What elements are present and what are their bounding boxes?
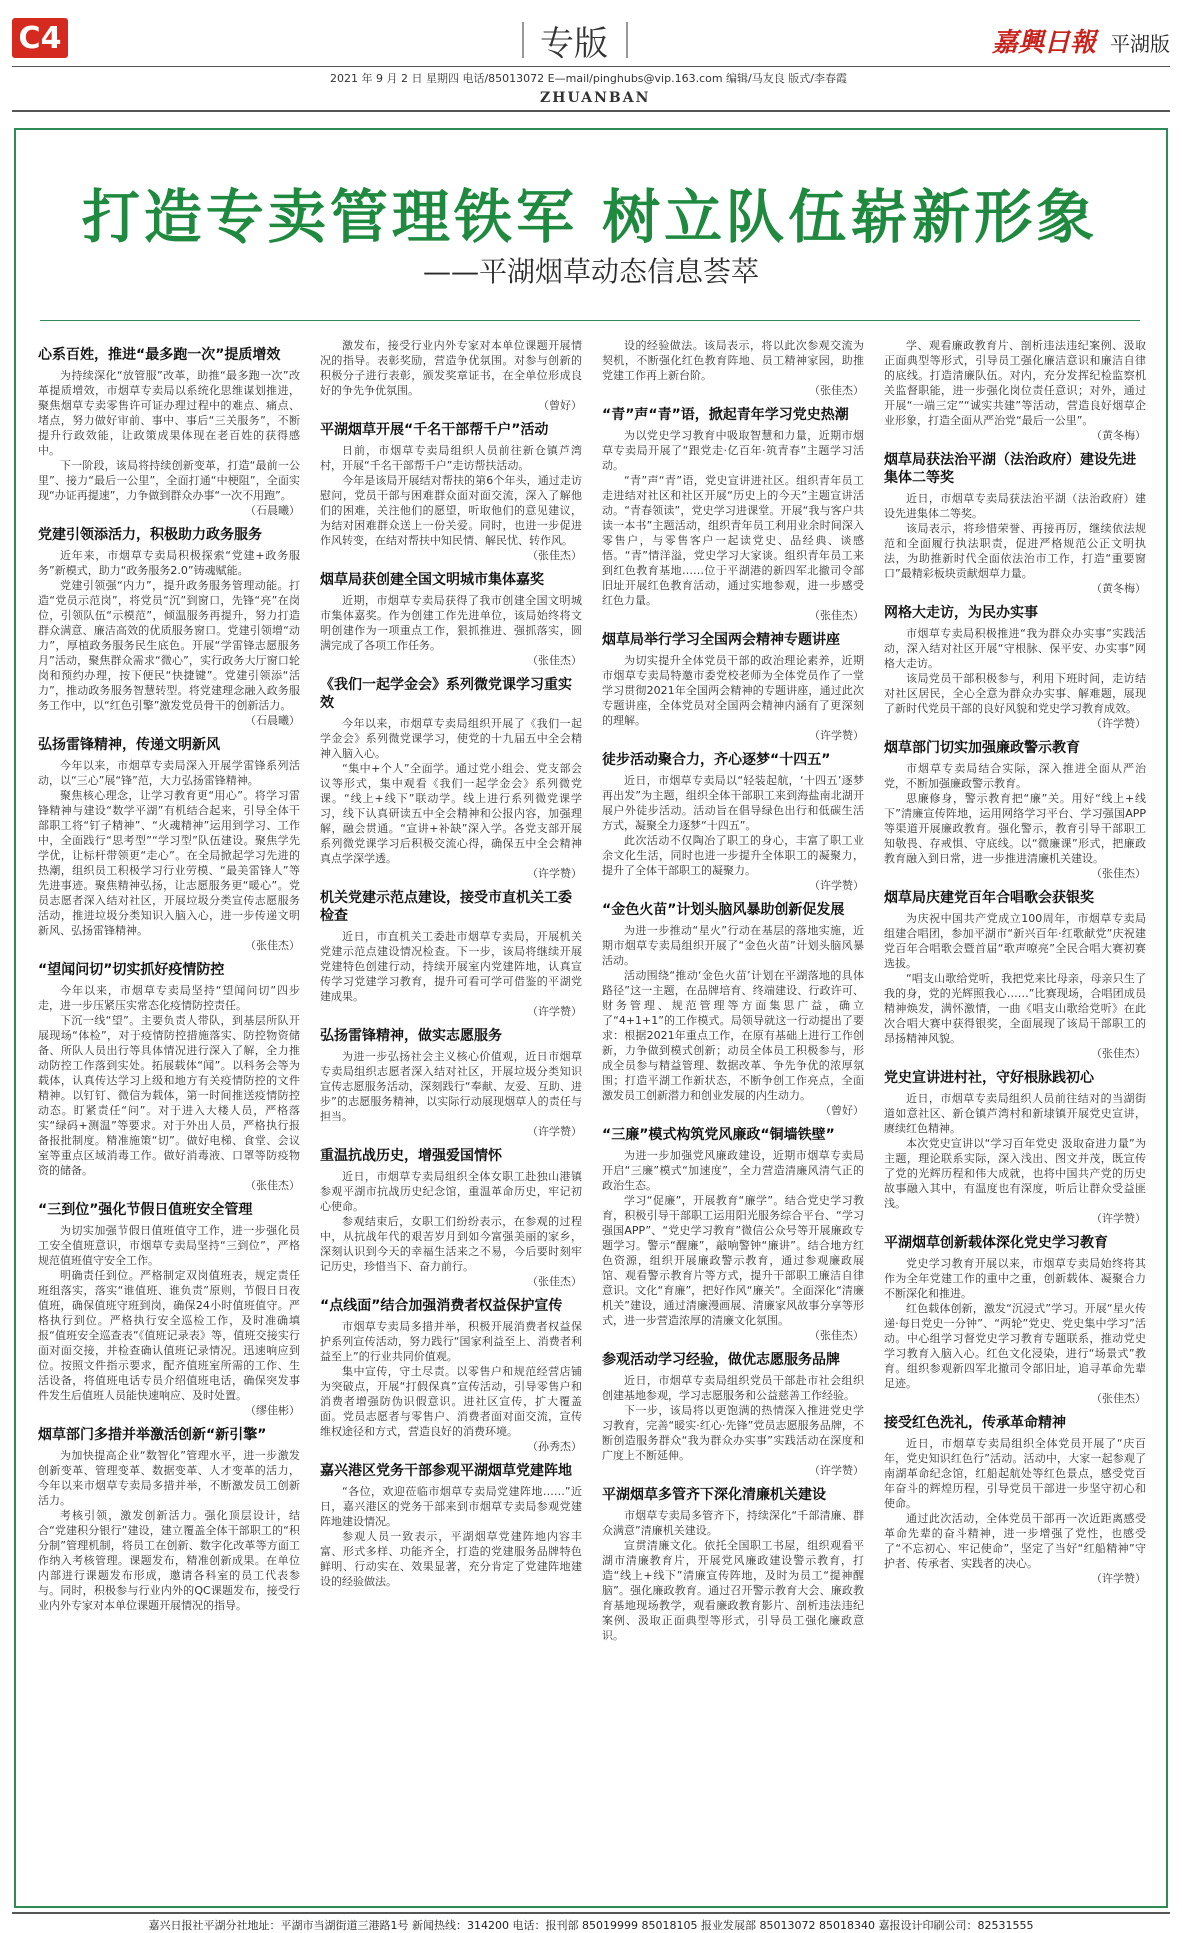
article-paragraph: 通过此次活动，全体党员干部再一次近距离感受革命先辈的奋斗精神，进一步增强了党性，也感受了“不忘初心、牢记使命”，坚定了当好“红船精神”守护者、传承者、实践者的决心。 (884, 1512, 1146, 1570)
article-paragraph: 下一阶段，该局将持续创新变革，打造“最前一公里”、接力“最后一公里”，全面打通“中梗阻”，全面实现“办证再提速”，力争做到群众办事“一次不用跑”。 (38, 459, 300, 502)
section-english: ZHUANBAN (540, 90, 651, 106)
article-paragraph: 考核引领，激发创新活力。强化顶层设计，结合“党建积分银行”建设，建立覆盖全体干部职工的“积分制”管理机制，将员工在创新、数字化改革等方面工作纳入考核管理。课题发布，精准创新成果。在单位内部进行课题发布形成，邀请各科室的员工代表参与。同时，积极参与行业内外的QC课题发布，接受行业内外专家对本单位课题开展情况的指导。 (38, 1509, 300, 1612)
date-line: 2021 年 9 月 2 日 星期四 电话/85013072 E—mail/pinghubs@vip.163.com 编辑/马友良 版式/李春霞 (330, 72, 847, 85)
article-paragraph: 党史学习教育开展以来，市烟草专卖局始终将其作为全年党建工作的重中之重，创新载体、凝聚合力不断深化和推进。 (884, 1257, 1146, 1300)
article-author: （孙秀杰） (527, 1440, 582, 1453)
article-title: 弘扬雷锋精神，传递文明新风 (38, 737, 220, 753)
article-paragraph: 该局表示，将珍惜荣誉、再接再厉，继续依法规范和全面履行执法职责，促进严格规范公正文明执法，为助推新时代全面依法治市工作，打造“重要窗口”最精彩板块贡献烟草力量。 (884, 522, 1146, 580)
article-paragraph: 红色载体创新，激发“沉浸式”学习。开展“星火传递·每日党史一分钟”、“两轮”党史、党史集中学习”活动。中心组学习督党史学习教育专题联系，推动党史学习教育入脑入心。红色文化浸染，进行“场景式”教育。组织参观新四军北撤司令部旧址，追寻革命先辈足迹。 (884, 1302, 1146, 1390)
article-author: （许学赞） (809, 879, 864, 892)
article (320, 1027, 582, 1139)
article-paragraph: 为以党史学习教育中吸取智慧和力量，近期市烟草专卖局开展了“跟党走·亿百年·筑青春”主题学习活动。 (602, 429, 864, 472)
article-author: （张佳杰） (527, 1275, 582, 1288)
article-title: “金色火苗”计划头脑风暴助创新促发展 (602, 902, 845, 918)
article-author: （许学赞） (809, 729, 864, 742)
article-author: （张佳杰） (1091, 1047, 1146, 1060)
article-title: 接受红色洗礼，传承革命精神 (884, 1415, 1066, 1431)
article-author: （许学赞） (1091, 717, 1146, 730)
article-title: 心系百姓，推进“最多跑一次”提质增效 (38, 347, 281, 363)
article (884, 604, 1146, 731)
section-title: 专版 (540, 24, 608, 64)
article-paragraph: 近日，市烟草专卖局组织全体女职工赴独山港镇参观平湖市抗战历史纪念馆，重温革命历史，牢记初心使命。 (320, 1170, 582, 1213)
article-paragraph: 近期，市烟草专卖局获得了我市创建全国文明城市集体嘉奖。作为创建工作先进单位，该局始终将文明创建作为一项重点工作，狠抓推进、强抓落实，圆满完成了各项工作任务。 (320, 594, 582, 652)
article-title: 党建引领添活力，积极助力政务服务 (38, 527, 262, 543)
article-title: 机关党建示范点建设，接受市直机关工委检查 (320, 890, 572, 924)
article-paragraph: 集中宣传，守土尽责。以零售户和规范经营店铺为突破点，开展“打假保真”宣传活动，引导零售户和消费者增强防伪识假意识。进社区宣传，扩大覆盖面。党员志愿者与零售户、消费者面对面交流，宣传维权途径和方式，营造良好的消费环境。 (320, 1365, 582, 1438)
article (602, 901, 864, 1118)
article-author: （张佳杰） (1091, 867, 1146, 880)
article-author: （张佳杰） (809, 1329, 864, 1342)
article-paragraph: “唱支山歌给党听，我把党来比母亲，母亲只生了我的身，党的光辉照我心……”比赛现场，合唱团成员精神焕发，满怀激情，一曲《唱支山歌给党听》在此次合唱大赛中获得银奖，全面展现了该局干部职工的昂扬精神风貌。 (884, 972, 1146, 1045)
article-author: （黄冬梅） (1091, 429, 1146, 442)
article-paragraph: 本次党史宣讲以“学习百年党史 汲取奋进力量”为主题，理论联系实际，深入浅出、图文并茂，既宣传了党的光辉历程和伟大成就，也将中国共产党的历史故事融入其中，有温度也有深度，听后让群众受益匪浅。 (884, 1137, 1146, 1210)
article (884, 1414, 1146, 1586)
article-paragraph: 参观人员一致表示，平湖烟草党建阵地内容丰富、形式多样、功能齐全，打造的党建服务品牌特色鲜明、行动实在、效果显著，充分肯定了党建阵地建设的经验做法。 (320, 1530, 582, 1588)
article-author: （石晨曦） (245, 714, 300, 727)
article-paragraph: 市烟草专卖局多措并举，积极开展消费者权益保护系列宣传活动，努力践行“国家利益至上、消费者利益至上”的行业共同价值观。 (320, 1320, 582, 1363)
article-paragraph: 为持续深化“放管服”改革，助推“最多跑一次”改革提质增效，市烟草专卖局以系统化思维谋划推进，聚焦烟草专卖零售许可证办理过程中的难点、痛点、堵点，努力做好审前、事中、事后“三关服务”，不断提升行政效能，让政策成果体现在老百姓的获得感中。 (38, 369, 300, 457)
sub-headline: ——平湖烟草动态信息荟萃 (422, 255, 759, 288)
article-paragraph: 市烟草专卖局多管齐下，持续深化“千部清廉、群众满意”清廉机关建设。 (602, 1509, 864, 1537)
article-title: 平湖烟草多管齐下深化清廉机关建设 (602, 1487, 826, 1503)
article-title: “望闻问切”切实抓好疫情防控 (38, 962, 225, 978)
article (38, 961, 300, 1193)
article-title: 《我们一起学金会》系列微党课学习重实效 (320, 677, 572, 711)
article-paragraph: 为加快提高企业“数智化”管理水平，进一步激发创新变革、管理变革、数据变革、人才变革的活力，今年以来市烟草专卖局多措并举，不断激发员工创新活力。 (38, 1449, 300, 1507)
header-rule (12, 66, 1170, 67)
article-paragraph: 下一步，该局将以更饱满的热情深入推进党史学习教育，完善“暖实·红心·先锋”党员志愿服务品牌，不断创造服务群众“我为群众办实事”实践活动在深度和广度上不断延伸。 (602, 1404, 864, 1462)
article-title: 平湖烟草创新载体深化党史学习教育 (884, 1235, 1108, 1251)
article-paragraph: 为切实提升全体党员干部的政治理论素养，近期市烟草专卖局特邀市委党校老师为全体党员作了一堂学习贯彻2021年全国两会精神的专题讲座，通过此次专题讲座，全体党员对全国两会精神内涵有了更深刻的理解。 (602, 654, 864, 727)
article-paragraph: “集中+个人”全面学。通过党小组会、党支部会议等形式，集中观看《我们一起学金会》系列微党课。“线上+线下”联动学。线上进行系列微党课学习，线下认真研读五中全会精神和公报内容，加强理解，融会贯通。“宣讲+补缺”深入学。各党支部开展系列微党课学习后积极交流心得，确保五中全会精神真点学深学透。 (320, 762, 582, 865)
footer: 嘉兴日报社平湖分社地址：平湖市当湖街道三港路1号 新闻热线：314200 电话：报刊部 85019999 85018105 报业发展部 85013072 85018340 嘉报设计印刷公司：82531555 (12, 1912, 1170, 1933)
article-paragraph: 近日，市烟草专卖局以“轻装起航，‘十四五’逐梦再出发”为主题，组织全体干部职工来到海盐南北湖开展户外徒步活动。活动旨在倡导绿色出行和低碳生活方式，凝聚全力逐梦“十四五”。 (602, 774, 864, 832)
article-paragraph: 党建引领强“内力”，提升政务服务管理动能。打造“党员示范岗”，将党员“沉”到窗口，先锋“亮”在岗位，引领队伍“示模范”，倾温服务再提升，努力打造群众满意、廉洁高效的优质服务窗口。党建引领增“动力”，厚植政务服务民生底色。开展“学雷锋志愿服务月”活动，聚焦群众需求“微心”，实行政务大厅窗口轮岗和预约办理，按下便民“快捷键”。党建引领添“活力”，推动政务服务智慧转型。将党建理念融入政务服务工作中，以“红色引擎”激发党员骨干的创新活力。 (38, 579, 300, 712)
article (38, 736, 300, 953)
article (602, 751, 864, 893)
article (884, 889, 1146, 1061)
article (602, 338, 864, 398)
article (602, 1351, 864, 1478)
article-title: 重温抗战历史，增强爱国情怀 (320, 1148, 502, 1164)
article-paragraph: 近日，市直机关工委赴市烟草专卖局，开展机关党建示范点建设情况检查。下一步，该局将继续开展党建特色创建行动，持续开展室内党建阵地，认真宣传学习党建学习教育，提升可看可学可借鉴的平湖党建成果。 (320, 930, 582, 1003)
article (884, 451, 1146, 596)
article-paragraph: 活动围绕“推动‘金色火苗’计划在平湖落地的具体路径”这一主题，在品牌培育、终端建设、行政许可、财务管理、规范管理等方面集思广益，确立了“4+1+1”的工作模式。局领导就这一行动提出了要求：根据2021年重点工作，在原有基础上进行工作创新，力争做到模式创新；动员全体员工积极参与，形成全员参与精益管理、数据改革、争先争优的浓厚氛围；打造平湖工作新状态，不断争创工作亮点，全面激发员工创新潜力和创业发展的内生动力。 (602, 969, 864, 1102)
article-title: “三到位”强化节假日值班安全管理 (38, 1202, 253, 1218)
article-paragraph: 参观结束后，女职工们纷纷表示，在参观的过程中，从抗战年代的艰苦岁月到如今富强美丽的家乡，深刻认识到今天的幸福生活来之不易，今后要时刻牢记历史，珍惜当下、奋力前行。 (320, 1215, 582, 1273)
column-2 (320, 338, 582, 1597)
article (602, 406, 864, 623)
article-paragraph: 近日，市烟草专卖局组织人员前往结对的当湖街道如意社区、新仓镇芦湾村和新埭镇开展党史宣讲，赓续红色精神。 (884, 1092, 1146, 1135)
article (320, 1147, 582, 1289)
article-paragraph: 该局党员干部积极参与，利用下班时间，走访结对社区居民，全心全意为群众办实事、解难题，展现了新时代党员干部的良好风貌和党史学习教育成效。 (884, 672, 1146, 715)
article-author: （张佳杰） (527, 549, 582, 562)
article (884, 338, 1146, 443)
article-author: （缪佳彬） (245, 1404, 300, 1417)
article-paragraph: 学习“促廉”，开展教育“廉学”。结合党史学习教育，积极引导干部职工运用阳光服务综合平台、“学习强国APP”、“党史学习教育”微信公众号等开展廉政专题学习。警示“醒廉”，敲响警钟“廉讲”。结合地方红色资源，组织开展廉政警示教育，通过参观廉政展馆、观看警示教育片等方式，提升干部职工廉洁自律意识。文化“育廉”，把好作风“廉关”。全面深化“清廉机关”建设，通过清廉漫画展、清廉家风故事分享等形式，进一步营造浓厚的清廉文化氛围。 (602, 1194, 864, 1327)
article (320, 676, 582, 881)
article-title: 烟草部门切实加强廉政警示教育 (884, 740, 1080, 756)
article-paragraph: 此次活动不仅陶冶了职工的身心，丰富了职工业余文化生活，同时也进一步提升全体职工的凝聚力，提升了全体干部职工的凝聚力。 (602, 834, 864, 877)
article-author: （张佳杰） (245, 939, 300, 952)
column-4 (884, 338, 1146, 1594)
article-author: （许学赞） (527, 1125, 582, 1138)
article-title: 烟草局获创建全国文明城市集体嘉奖 (320, 572, 544, 588)
article-author: （许学赞） (809, 1464, 864, 1477)
page-number-badge: C4 (12, 18, 68, 58)
article-paragraph: 为切实加强节假日值班值守工作，进一步强化员工安全值班意识，市烟草专卖局坚持“三到位”，严格规范值班值守安全工作。 (38, 1224, 300, 1267)
article-author: （黄冬梅） (1091, 582, 1146, 595)
article-title: “点线面”结合加强消费者权益保护宣传 (320, 1298, 563, 1314)
article (38, 346, 300, 518)
article (320, 1297, 582, 1454)
article-paragraph: 近日，市烟草专卖局组织党员干部赴市社会组织创建基地参观，学习志愿服务和公益慈善工作经验。 (602, 1374, 864, 1402)
article-paragraph: “各位，欢迎莅临市烟草专卖局党建阵地……”近日，嘉兴港区的党务干部来到市烟草专卖局参观党建阵地建设情况。 (320, 1485, 582, 1528)
article-author: （张佳杰） (1091, 1392, 1146, 1405)
article-paragraph: 明确责任到位。严格制定双岗值班表，规定责任班组落实，落实“谁值班、谁负责”原则，节假日日夜值班，确保值班守班到岗，确保24小时值班值守。严格执行到位。严格执行安全巡检工作，及时准确填报“值班安全巡查表”《值班记录表》等，值班交接实行面对面交接，并检查确认值班记录情况。迅速响应到位。按照文件指示要求，配齐值班室所需的工作、生活设备，将值班电话专员介绍值班电话，确保突发事件发生后值班人员能快速响应、及时处置。 (38, 1269, 300, 1402)
article-title: 烟草局举行学习全国两会精神专题讲座 (602, 632, 840, 648)
article (320, 571, 582, 668)
divider (522, 22, 524, 58)
article-author: （张佳杰） (527, 654, 582, 667)
article-title: 平湖烟草开展“千名干部帮千户”活动 (320, 422, 549, 438)
article (320, 421, 582, 563)
article (602, 1126, 864, 1343)
article-paragraph: 为进一步加强党风廉政建设，近期市烟草专卖局开启“三廉”模式“加速度”，全力营造清廉风清气正的政治生态。 (602, 1149, 864, 1192)
article-paragraph: 学、观看廉政教育片、剖析违法违纪案例、汲取正面典型等形式，引导员工强化廉洁意识和廉洁自律的底线。打造清廉队伍。对内，充分发挥纪检监察机关监督职能，进一步强化岗位责任意识；对外，通过开展“一端三定”“诚实共建”等活动，营造良好烟草企业形象，打造全面从严治党“最后一公里”。 (884, 339, 1146, 427)
column-3 (602, 338, 864, 1651)
article (320, 338, 582, 413)
article-author: （石晨曦） (245, 504, 300, 517)
header-rule (12, 110, 1170, 112)
headline-rule (40, 320, 1140, 321)
article (884, 1069, 1146, 1226)
article-author: （许学赞） (527, 1005, 582, 1018)
article-paragraph: 近日，市烟草专卖局获法治平湖（法治政府）建设先进集体二等奖。 (884, 492, 1146, 520)
article-title: 党史宣讲进村社，守好根脉践初心 (884, 1070, 1094, 1086)
article-paragraph: 今年以来，市烟草专卖局组织开展了《我们一起学金会》系列微党课学习，使党的十九届五中全会精神入脑入心。 (320, 717, 582, 760)
article-paragraph: 为进一步推动“星火”行动在基层的落地实施，近期市烟草专卖局组织开展了“金色火苗”计划头脑风暴活动。 (602, 924, 864, 967)
article-title: “三廉”模式构筑党风廉政“铜墙铁壁” (602, 1127, 835, 1143)
article-author: （许学赞） (1091, 1572, 1146, 1585)
article-paragraph: 今年以来，市烟草专卖局深入开展学雷锋系列活动，以“三心”展“锋”范，大力弘扬雷锋精神。 (38, 759, 300, 787)
article (320, 1462, 582, 1589)
article-author: （曾好） (820, 1104, 864, 1117)
article-paragraph: 下沉一线“望”。主要负责人带队，到基层所队开展现场“体检”，对于疫情防控措施落实、防控物资储备、所队人员出行等具体情况进行深入了解，全力推动防控工作落到实处。拓展载体“闻”。以科务会等为载体，认真传达学习上级和地方有关疫情防控的文件精神。以钉钉、微信为载体，第一时间推送疫情防控动态。盯紧责任“问”。对于进入大楼人员，严格落实“绿码+测温”等要求。对于外出人员，严格执行报备报批制度。精准施策“切”。做好电梯、食堂、会议室等重点区域消毒工作。做好消毒液、口罩等防疫物资的储备。 (38, 1014, 300, 1177)
article (884, 1234, 1146, 1406)
article (320, 889, 582, 1019)
article-paragraph: 为庆祝中国共产党成立100周年，市烟草专卖局组建合唱团，参加平湖市“新兴百年·红歌献党”庆祝建党百年合唱歌会暨首届“歌声嘹亮”全民合唱大赛初赛选拔。 (884, 912, 1146, 970)
article (38, 1201, 300, 1418)
edition-label: 平湖版 (1110, 32, 1170, 56)
article-paragraph: 市烟草专卖局积极推进“我为群众办实事”实践活动，深入结对社区开展“守根脉、保平安、办实事”网格大走访。 (884, 627, 1146, 670)
article-author: （曾好） (538, 399, 582, 412)
article-paragraph: 设的经验做法。该局表示，将以此次参观交流为契机，不断强化红色教育阵地、员工精神家园，助推党建工作再上新台阶。 (602, 339, 864, 382)
article-title: 弘扬雷锋精神，做实志愿服务 (320, 1028, 502, 1044)
article (38, 526, 300, 728)
article (602, 1486, 864, 1643)
article-paragraph: “青”声“青”语，党史宣讲进社区。组织青年员工走进结对社区和社区开展“历史上的今天”主题宣讲活动。“青春领读”，党史学习进课堂。开展“我与客户共读一本书”主题活动，组织青年员工利用业余时间深入零售户，与零售客户一起读党史、品经典、谈感悟。“青”情洋溢，党史学习大家谈。组织青年员工来到红色教育基地……位于平湖港的新四军北撤司令部旧址开展红色教育活动，通过实地参观，进一步感受红色力量。 (602, 474, 864, 607)
article-author: （张佳杰） (245, 1179, 300, 1192)
article-title: 烟草局庆建党百年合唱歌会获银奖 (884, 890, 1094, 906)
divider (626, 22, 628, 58)
article (38, 1426, 300, 1613)
article-title: “青”声“青”语，掀起青年学习党史热潮 (602, 407, 849, 423)
article-paragraph: 为进一步弘扬社会主义核心价值观，近日市烟草专卖局组织志愿者深入结对社区，开展垃圾分类知识宣传志愿服务活动，深刻践行“奉献、友爱、互助、进步”的志愿服务精神，以实际行动展现烟草人的责任与担当。 (320, 1050, 582, 1123)
article-paragraph: 思廉修身，警示教育把“廉”关。用好“线上+线下”清廉宣传阵地，运用网络学习平台、学习强国APP等渠道开展廉政教育。强化警示，教育引导干部职工知敬畏、存戒惧、守底线。以“微廉课”形式，把廉政教育融入到日常，进一步推进清廉机关建设。 (884, 792, 1146, 865)
article (884, 739, 1146, 881)
article-paragraph: 日前，市烟草专卖局组织人员前往新仓镇芦湾村，开展“千名干部帮千户”走访帮扶活动。 (320, 444, 582, 472)
article-paragraph: 市烟草专卖局结合实际，深入推进全面从严治党，不断加强廉政警示教育。 (884, 762, 1146, 790)
article (602, 631, 864, 743)
article-title: 网格大走访，为民办实事 (884, 605, 1038, 621)
article-paragraph: 聚焦核心理念，让学习教育更“用心”。将学习雷锋精神与建设“数学平湖”有机结合起来，引导全体干部职工将“钉子精神”、“火魂精神”运用到学习、工作中，全面践行“思考型”“学习型”队伍建设。聚焦学先学优，让标杆带领更“走心”。在全局掀起学习先进的热潮，组织员工积极学习行业劳模、“最美雷锋人”等先进事迹。聚焦精神弘扬，让志愿服务更“暖心”。党员志愿者深入结对社区，开展垃圾分类宣传志愿服务活动，推进垃圾分类知识入脑入心，进一步传递文明新风、弘扬雷锋精神。 (38, 789, 300, 937)
article-paragraph: 近日，市烟草专卖局组织全体党员开展了“庆百年，党史知识红色行”活动。活动中，大家一起参观了南湖革命纪念馆，红船起航处等红色景点，感受党百年奋斗的辉煌历程，引导党员干部进一步坚守初心和使命。 (884, 1437, 1146, 1510)
newspaper-logo: 嘉興日報 (991, 28, 1096, 58)
article-title: 徒步活动聚合力，齐心逐梦“十四五” (602, 752, 831, 768)
article-author: （许学赞） (1091, 1212, 1146, 1225)
article-paragraph: 宣贯清廉文化。依托全国职工书屋，组织观看平湖市清廉教育片，开展党风廉政建设警示教育，打造“线上+线下”清廉宣传阵地，及时为员工“提神醒脑”。强化廉政教育。通过召开警示教育大会、廉政教育基地现场教学，观看廉政教育影片、剖析违法违纪案例、汲取正面典型等形式，引导员工强化廉政意识。 (602, 1539, 864, 1642)
main-headline: 打造专卖管理铁军 树立队伍崭新形象 (81, 183, 1099, 251)
article-author: （张佳杰） (809, 609, 864, 622)
article-title: 烟草部门多措并举激活创新“新引擎” (38, 1427, 267, 1443)
article-author: （许学赞） (527, 867, 582, 880)
article-paragraph: 激发布，接受行业内外专家对本单位课题开展情况的指导。表彰奖励，营造争优氛围。对参与创新的积极分子进行表彰，颁发奖章证书，在全单位形成良好的争先争优氛围。 (320, 339, 582, 397)
article-paragraph: 今年是该局开展结对帮扶的第6个年头，通过走访慰问，党员干部与困难群众面对面交流，深入了解他们的困难，关注他们的愿望，听取他们的意见建议，为结对困难群众送上一份关爱。同时，也进一步促进作风转变，在结对帮扶中知民情、解民忧、转作风。 (320, 474, 582, 547)
article-title: 烟草局获法治平湖（法治政府）建设先进集体二等奖 (884, 452, 1136, 486)
article-paragraph: 今年以来，市烟草专卖局坚持“望闻问切”四步走，进一步压紧压实常态化疫情防控责任。 (38, 984, 300, 1012)
column-1 (38, 338, 300, 1621)
article-author: （张佳杰） (809, 384, 864, 397)
article-paragraph: 近年来，市烟草专卖局积极探索“党建+政务服务”新模式，助力“政务服务2.0”铸魂赋能。 (38, 549, 300, 577)
page-header (0, 0, 1182, 106)
article-title: 嘉兴港区党务干部参观平湖烟草党建阵地 (320, 1463, 572, 1479)
article-title: 参观活动学习经验，做优志愿服务品牌 (602, 1352, 840, 1368)
